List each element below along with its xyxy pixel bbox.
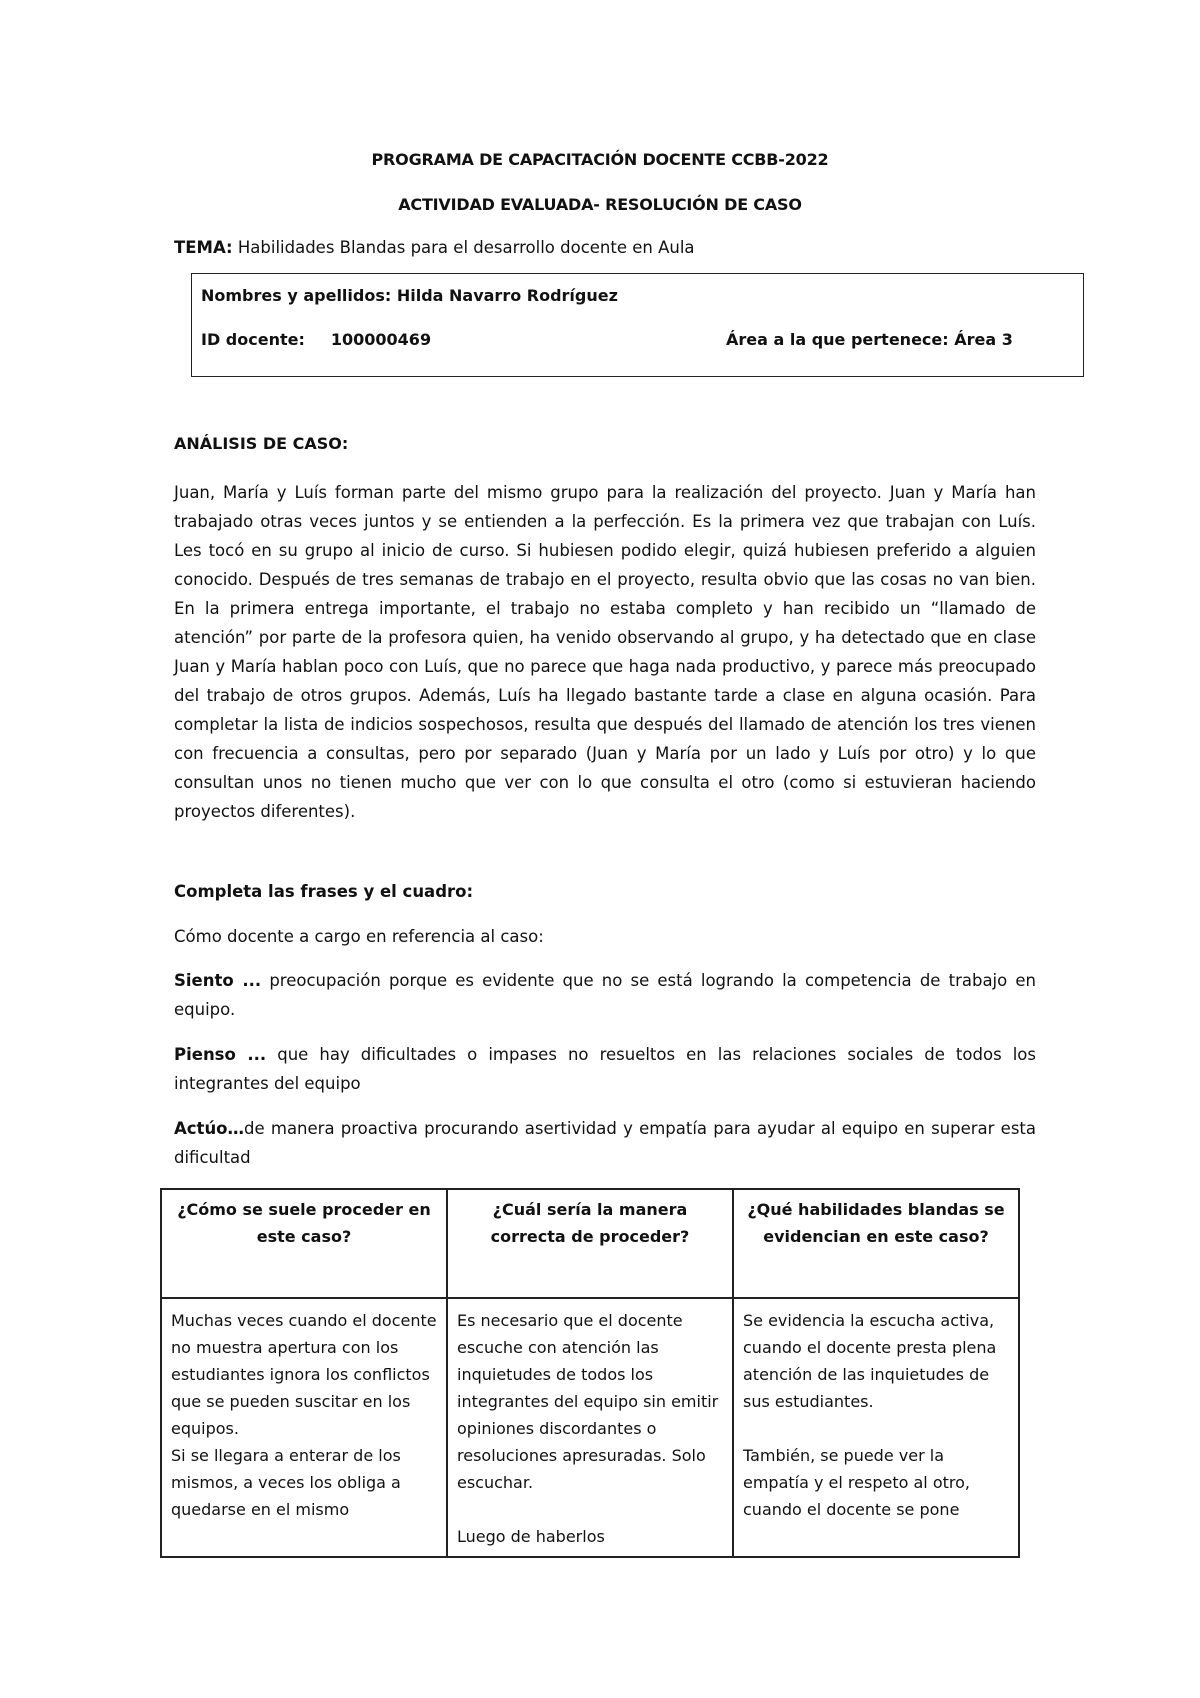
cell-text: Muchas veces cuando el docente no muestra apertura con los estudiantes ignora los conflictos que se pueden suscitar en los equipos. [171, 1311, 437, 1438]
cell-text: También, se puede ver la empatía y el respeto al otro, cuando el docente se pone [743, 1446, 970, 1519]
area-line: Área a la que pertenece: Área 3 [726, 330, 1013, 349]
cell-text: Es necesario que el docente escuche con atención las inquietudes de todos los integrantes del equipo sin emitir opiniones discordantes o resoluciones apresuradas. Solo escuchar. [457, 1311, 719, 1492]
tema-value: Habilidades Blandas para el desarrollo docente en Aula [232, 238, 695, 257]
tema-label: TEMA: [174, 238, 233, 257]
case-paragraph: Juan, María y Luís forman parte del mismo grupo para la realización del proyecto. Juan y María han trabajado otras veces juntos y se entienden a la perfección. Es la primera vez que trabajan con Luís. Les tocó en su grupo al inicio de curso. Si hubiesen podido elegir, quizá hubiesen preferido a alguien conocido. Después de tres semanas de trabajo en el proyecto, resulta obvio que las cosas no van bien. En la primera entrega importante, el trabajo no estaba completo y han recibido un “llamado de atención” por parte de la profesora quien, ha venido observando al grupo, y ha detectado que en clase Juan y María hablan poco con Luís, que no parece que haga nada productivo, y parece más preocupado del trabajo de otros grupos. Además, Luís ha llegado bastante tarde a clase en alguna ocasión. Para completar la lista de indicios sospechosos, resulta que después del llamado de atención los tres vienen con frecuencia a consultas, pero por separado (Juan y María por un lado y Luís por otro) y lo que consultan unos no tienen mucho que ver con lo que consulta el otro (como si estuvieran haciendo proyectos diferentes). [174, 483, 1036, 821]
table-cell-procedure [161, 1298, 447, 1557]
como-docente-line: Cómo docente a cargo en referencia al caso: [174, 927, 544, 946]
teacher-info-box [191, 273, 1084, 377]
siento-label: Siento ... [174, 971, 262, 990]
id-label: ID docente: [201, 330, 305, 349]
cell-text: Si se llegara a enterar de los mismos, a veces los obliga a quedarse en el mismo [171, 1446, 401, 1519]
completa-instruction: Completa las frases y el cuadro: [174, 882, 474, 901]
pienso-text: que hay dificultades o impases no resueltos en las relaciones sociales de todos los integrantes del equipo [174, 1045, 1036, 1093]
table-cell-correct-way [447, 1298, 733, 1557]
response-table [160, 1188, 1020, 1558]
pienso-label: Pienso ... [174, 1045, 267, 1064]
pienso-paragraph [174, 1040, 1036, 1098]
table-header-row [161, 1189, 1019, 1298]
actuo-label: Actúo… [174, 1119, 245, 1138]
table-header-cell: ¿Qué habilidades blandas se evidencian en este caso? [733, 1189, 1019, 1298]
analysis-heading: ANÁLISIS DE CASO: [174, 434, 349, 453]
cell-text: Se evidencia la escucha activa, cuando el docente presta plena atención de las inquietudes de sus estudiantes. [743, 1311, 997, 1411]
table-header-cell: ¿Cuál sería la manera correcta de proceder? [447, 1189, 733, 1298]
actuo-paragraph [174, 1114, 1036, 1172]
id-value: 100000469 [330, 330, 432, 349]
siento-paragraph [174, 966, 1036, 1024]
actuo-text: de manera proactiva procurando asertividad y empatía para ayudar al equipo en superar esta dificultad [174, 1119, 1036, 1167]
names-line: Nombres y apellidos: Hilda Navarro Rodríguez [201, 286, 618, 305]
id-line [201, 330, 431, 349]
program-title: PROGRAMA DE CAPACITACIÓN DOCENTE CCBB-2022 [371, 150, 829, 169]
tema-line [174, 238, 695, 257]
table-cell-soft-skills [733, 1298, 1019, 1557]
cell-text: Luego de haberlos [457, 1527, 605, 1546]
table-row [161, 1298, 1019, 1557]
siento-text: preocupación porque es evidente que no se está logrando la competencia de trabajo en equipo. [174, 971, 1037, 1019]
table-header-cell: ¿Cómo se suele proceder en este caso? [161, 1189, 447, 1298]
activity-title: ACTIVIDAD EVALUADA- RESOLUCIÓN DE CASO [398, 195, 802, 214]
